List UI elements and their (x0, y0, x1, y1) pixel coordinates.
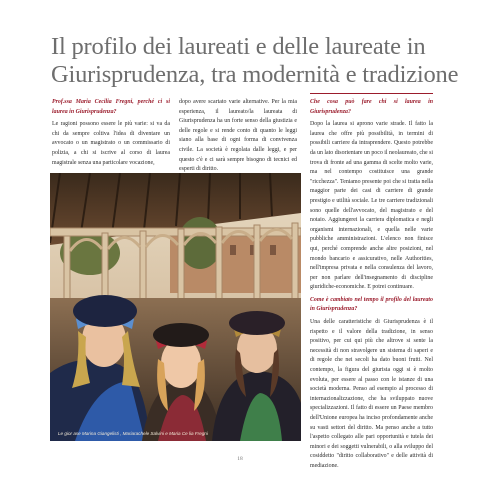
photo-caption: Le gior ase Marina Giangelisti , Mariarachele Salvini e Maria Ce lia Fregni (58, 431, 208, 436)
accent-rule (310, 93, 433, 94)
column-3 (310, 98, 433, 475)
title-line-1: Il profilo dei laureati e delle laureate in (51, 33, 426, 60)
page-number: 18 (237, 456, 243, 462)
interview-answer-continued: dopo avere scartato varie alternative. Per la mia esperienza, il laureato/la laureata di Giurisprudenza ha un forte senso della giustizia e delle regole e si rende conto di quanto le leggi siano alla base di ogni forma di convivenza civile. La società è regolata dalle leggi, e per questo c'è e ci sarà sempre bisogno di tecnici ed esperti di diritto. (179, 99, 297, 173)
title-line-2: Giurisprudenza, tra modernità e tradizione (51, 61, 459, 88)
interview-question-2: Che cosa può fare chi si laurea in Giurisprudenza? (310, 99, 433, 115)
article-title (51, 33, 471, 89)
interview-answer-3: Una delle caratteristiche di Giurisprudenza è il rispetto e il valore della tradizione, in senso positivo, per cui qui più che altrove si sente la necessità di non stravolgere un sistema di saperi e di regole che nei secoli ha dato buoni frutti. Nel contempo, la figura del giurista oggi si è molto evoluta, per essere al passo con le istanze di una società moderna. Penso ad esempio al processo di internazionalizzazione, che ha sviluppato nuove specializzazioni. Il fatto di essere un Paese membro dell'Unione europea ha inciso profondamente anche su vasti settori del diritto. Ma penso anche a tutto l'aspetto collegato alle pari opportunità e tutela dei minori e dei soggetti vulnerabili, o alla sviluppo del cosiddetto "diritto collaborativo" e delle attività di mediazione. (310, 319, 433, 469)
interview-answer: Le ragioni possono essere le più varie: si va da chi da sempre coltiva l'idea di diventare un avvocato o un magistrato o un commissario di polizia, a chi si iscrive al corso di laurea magistrale senza una particolare vocazione, (52, 121, 170, 166)
column-1 (52, 98, 170, 171)
cloister-portrait-photo (50, 173, 301, 441)
interview-question: Prof.ssa Maria Cecilia Fregni, perché ci si laurea in Giurisprudenza? (52, 99, 170, 115)
column-2 (179, 98, 297, 178)
photo-illustration (50, 173, 301, 441)
interview-question-3: Come è cambiato nel tempo il profilo del laureato in Giurisprudenza? (310, 296, 433, 313)
interview-answer-2: Dopo la laurea si aprono varie strade. Il fatto la laurea che offre più possibilità, in termini di possibili carriere da intraprendere. Questo potrebbe da un lato disorientare un poco il neolaureato, che si trova di fronte ad una gamma di scelte molto varie, ma nel contempo costituisce una grande "ricchezza". Teniamo presente poi che si tratta nella maggior parte dei casi di carriere di grande prestigio e utilità sociale. Le tre carriere tradizionali sono quelle dell'avvocato, del magistrato e del notaio. Aggiungerei la carriera diplomatica e negli organismi internazionali, e quella nelle varie pubbliche amministrazioni. L'elenco non finisce qui, perché comprende anche altre posizioni, nel mondo bancario e assicurativo, nelle Authorities, nell'impresa privata e nella consulenza del lavoro, per non parlare dell'insegnamento di discipline giuridiche-economiche. E potrei continuare. (310, 121, 434, 291)
